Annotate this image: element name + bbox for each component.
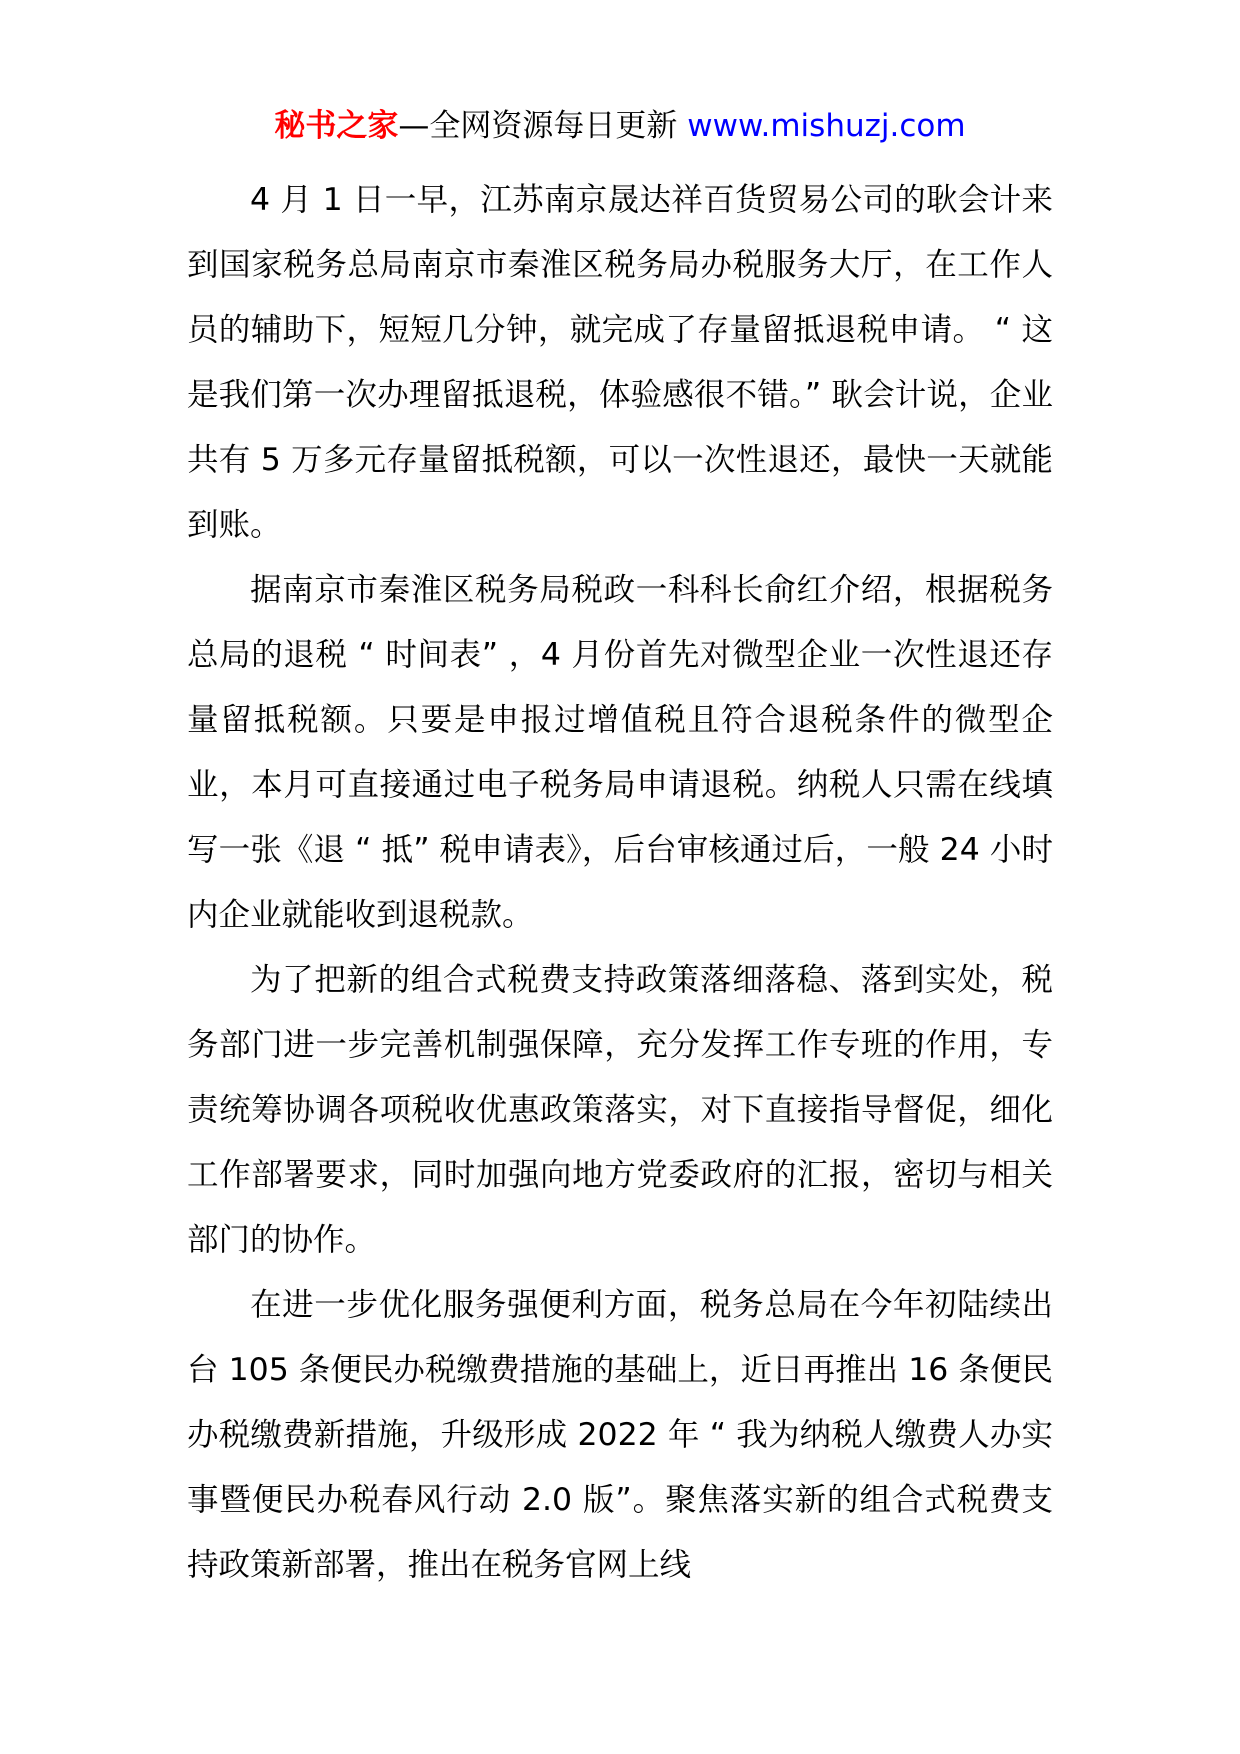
paragraph-3: 为了把新的组合式税费支持政策落细落稳、落到实处，税务部门进一步完善机制强保障，充分发挥工作专班的作用，专责统筹协调各项税收优惠政策落实，对下直接指导督促，细化工作部署要求，同时加强向地方党委政府的汇报，密切与相关部门的协作。 [187, 962, 1053, 1258]
paragraph-1: 4 月 1 日一早，江苏南京晟达祥百货贸易公司的耿会计来到国家税务总局南京市秦淮区税务局办税服务大厅，在工作人员的辅助下，短短几分钟，就完成了存量留抵退税申请。 “ 这是我们第一次办理留抵退税，体验感很不错。” 耿会计说，企业共有 5 万多元存量留抵税额，可以一次性退还，最快一天就能到账。 [187, 182, 1053, 543]
article-body [187, 168, 1053, 1598]
paragraph-4: 在进一步优化服务强便利方面，税务总局在今年初陆续出台 105 条便民办税缴费措施的基础上，近日再推出 16 条便民办税缴费新措施，升级形成 2022 年 “ 我为纳税人缴费人办实事暨便民办税春风行动 2.0 版”。聚焦落实新的组合式税费支持政策新部署，推出在税务官网上线 [187, 1287, 1053, 1583]
header-slogan: —全网资源每日更新 [398, 108, 688, 144]
page-header [0, 104, 1240, 148]
paragraph-2: 据南京市秦淮区税务局税政一科科长俞红介绍，根据税务总局的退税 “ 时间表” ，4 月份首先对微型企业一次性退还存量留抵税额。只要是申报过增值税且符合退税条件的微型企业，本月可直接通过电子税务局申请退税。纳税人只需在线填写一张《退 “ 抵” 税申请表》，后台审核通过后，一般 24 小时内企业就能收到退税款。 [187, 572, 1053, 933]
header-url[interactable]: www.mishuzj.com [687, 108, 966, 144]
brand-name: 秘书之家 [274, 108, 399, 144]
